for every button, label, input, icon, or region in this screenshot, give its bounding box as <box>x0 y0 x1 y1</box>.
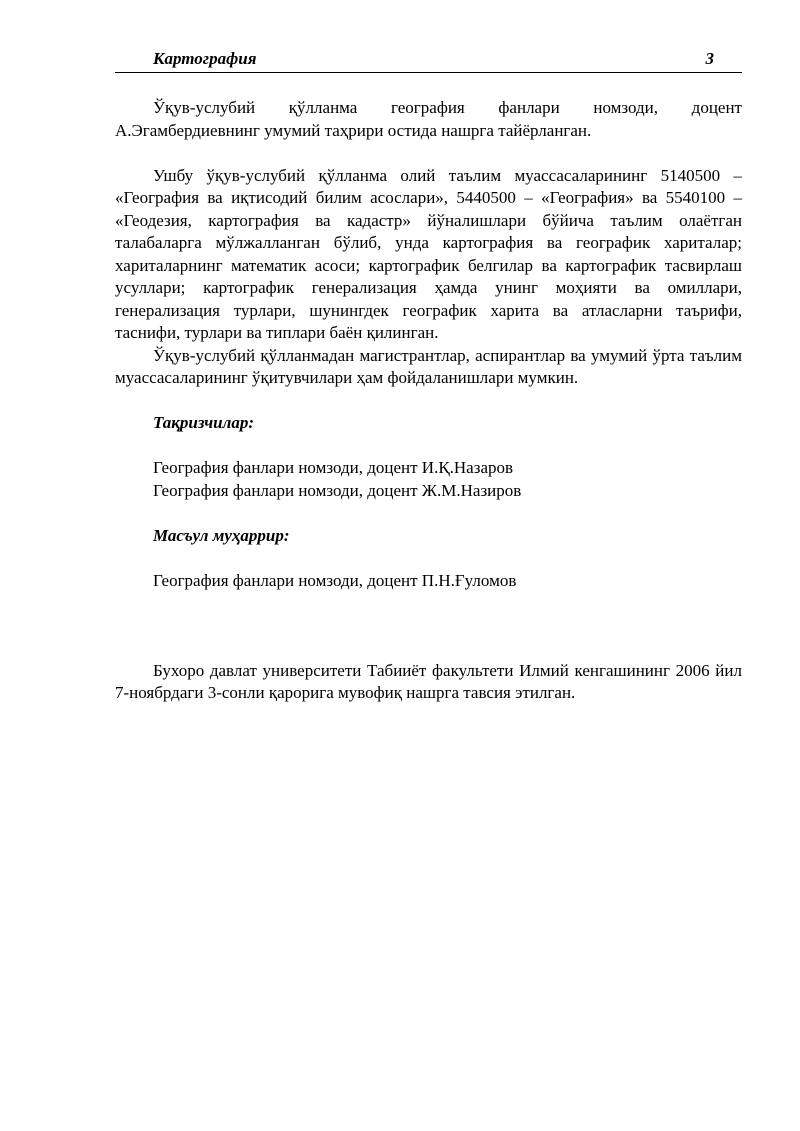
approval-paragraph: Бухоро давлат университети Табииёт факультети Илмий кенгашининг 2006 йил 7-ноябрдаги 3-сонли қарорига мувофиқ нашрга тавсия этилган. <box>115 660 742 702</box>
editor-line: География фанлари номзоди, доцент П.Н.Ғуломов <box>153 570 517 590</box>
description-paragraph: Ушбу ўқув-услубий қўлланма олий таълим муассасаларининг 5140500 – «География ва иқтисодий билим асослари», 5440500 – «География» ва 5540100 – «Геодезия, картография ва кадастр» йўналишлари бўйича таълим олаётган талабаларга мўлжалланган бўлиб, унда картография ва географик хариталар; хариталарнинг математик асоси; картографик белгилар ва картографик тасвирлаш усуллари; картографик генерализация ҳамда унинг моҳияти ва омиллари, генерализация турлари, шунингдек географик харита ва атласларни таърифи, таснифи, турлари ва типлари баён қилинган. <box>115 165 742 342</box>
audience-paragraph: Ўқув-услубий қўлланмадан магистрантлар, аспирантлар ва умумий ўрта таълим муассасаларининг ўқитувчилари ҳам фойдаланишлари мумкин. <box>115 345 742 387</box>
intro-paragraph: Ўқув-услубий қўлланма география фанлари номзоди, доцент А.Эгамбердиевнинг умумий таҳрири остида нашрга тайёрланган. <box>115 98 742 140</box>
page-header <box>115 48 742 73</box>
spacer <box>115 615 742 638</box>
spacer <box>115 637 742 660</box>
running-title: Картография <box>153 49 257 68</box>
spacer <box>115 547 742 570</box>
spacer <box>115 502 742 525</box>
spacer <box>115 390 742 413</box>
editor-heading: Масъул муҳаррир: <box>153 525 290 545</box>
spacer <box>115 142 742 165</box>
spacer <box>115 435 742 458</box>
reviewers-heading: Тақризчилар: <box>153 413 255 432</box>
reviewer-line: География фанлари номзоди, доцент Ж.М.Назиров <box>153 480 522 500</box>
reviewer-line: География фанлари номзоди, доцент И.Қ.Назаров <box>153 458 514 477</box>
page-number: 3 <box>705 49 714 68</box>
spacer <box>115 592 742 615</box>
page-content <box>115 97 742 705</box>
